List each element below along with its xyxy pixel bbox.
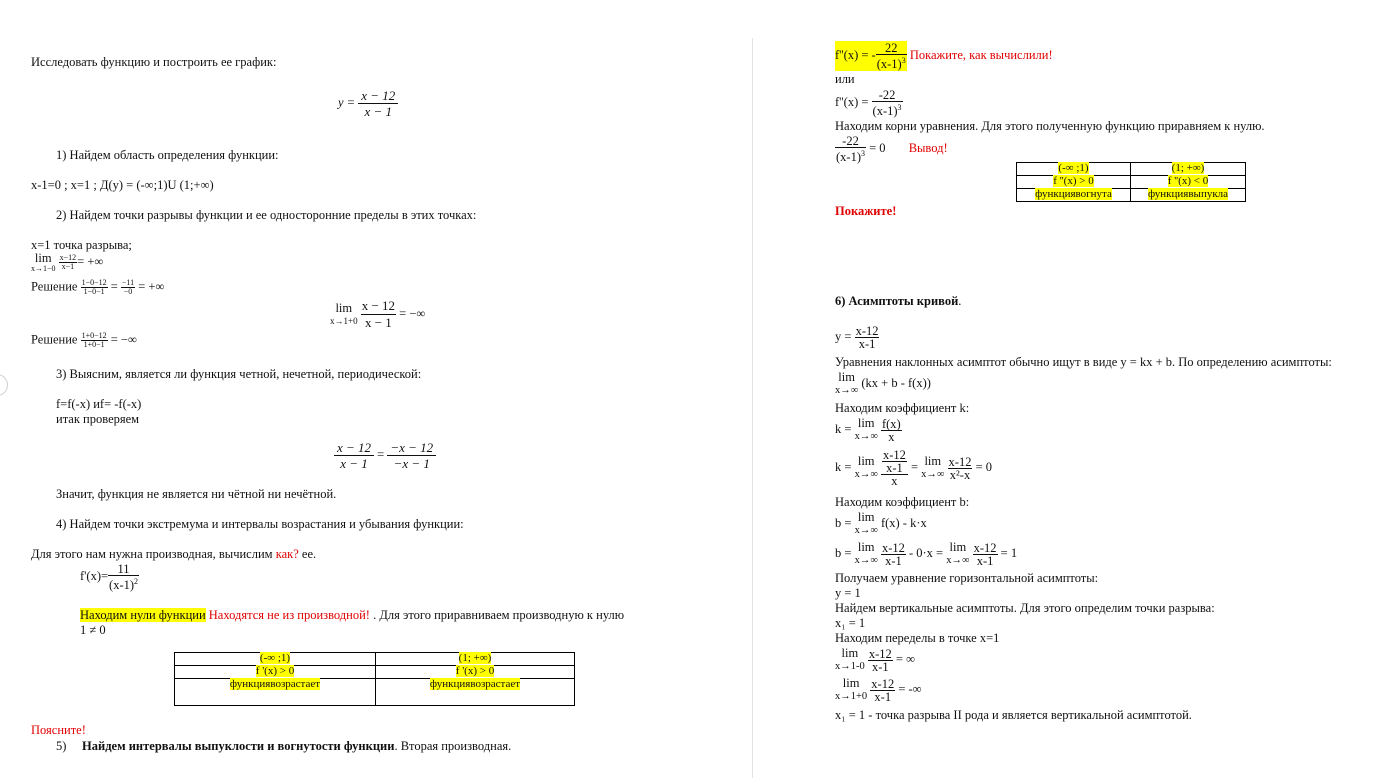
fraction-numerator: x-12 — [881, 540, 905, 555]
solution-result: = +∞ — [138, 279, 165, 294]
fraction-numerator: x-12 — [855, 324, 879, 338]
fraction-denominator: x-1 — [885, 553, 902, 568]
lim-operator — [835, 677, 867, 703]
step-number: 5) — [56, 739, 67, 753]
step-dot: . — [958, 294, 962, 308]
lim-word: lim — [335, 300, 353, 315]
limit-right — [330, 298, 425, 331]
intro-text: Для этого нам нужна производная, вычислим — [31, 547, 276, 561]
function-formula — [338, 88, 398, 119]
b-computation — [835, 541, 1017, 567]
function-fraction — [855, 325, 880, 350]
fraction-numerator: -22 — [872, 89, 903, 102]
fraction-denominator: x-1 — [858, 337, 876, 351]
k-computation — [835, 449, 992, 487]
lim-word: lim — [857, 510, 875, 524]
fraction-numerator: −x − 12 — [387, 440, 436, 456]
lim-word: lim — [838, 370, 855, 384]
cell-text: f ''(x) > 0 — [1053, 175, 1094, 187]
not-equal-line: 1 ≠ 0 — [80, 623, 106, 637]
fraction-denominator: x-1 — [874, 689, 892, 704]
table-cell — [1131, 163, 1246, 176]
solution-label: Решение — [31, 332, 78, 347]
fraction-numerator: 11 — [108, 563, 139, 576]
parity-fraction-1 — [334, 440, 374, 471]
lim-operator — [330, 302, 358, 328]
cell-text: (1; +∞) — [1171, 162, 1205, 174]
parity-condition: f=f(-x) иf= -f(-x) — [56, 397, 142, 411]
fraction-denominator: x − 1 — [340, 456, 368, 471]
step-4-heading: 4) Найдем точки экстремума и интервалы возрастания и убывания функции: — [56, 517, 464, 531]
derivative-intro — [31, 547, 316, 561]
parity-fraction-2 — [387, 440, 436, 471]
derivative-label: f''(x) = - — [835, 47, 876, 62]
derivative-fraction — [876, 42, 907, 70]
highlighted-text: Находим нули функции — [80, 608, 206, 622]
right-page — [688, 0, 1376, 778]
function-fraction — [358, 88, 398, 119]
lim-word: lim — [949, 540, 967, 554]
denominator-base: (x-1) — [872, 104, 898, 119]
fraction-denominator: x — [888, 429, 895, 444]
lim-word: lim — [857, 540, 875, 554]
zeros-text: . Для этого приравниваем производную к нулю — [369, 608, 625, 622]
break-point: x₁ = 1 — [835, 616, 866, 630]
b-formula — [835, 511, 927, 537]
derivative-label: f'(x)= — [80, 568, 109, 583]
table-cell — [376, 666, 575, 679]
fraction-denominator: x-1 — [872, 659, 889, 674]
lim-operator — [855, 541, 878, 567]
break-point-line: x=1 точка разрыва; — [31, 238, 132, 252]
step-title: Найдем интервалы выпуклости и вогнутости функции — [82, 739, 395, 753]
solution-fraction-1 — [81, 279, 108, 296]
horizontal-asymptote-text: Получаем уравнение горизонтальной асимптоты: — [835, 571, 1099, 585]
step-3-heading: 3) Выясним, является ли функция четной, нечетной, периодической: — [56, 367, 422, 381]
table-cell — [376, 653, 575, 666]
fraction-numerator: x-12 — [882, 448, 906, 462]
derivative-label: f''(x) = — [835, 94, 869, 109]
fraction-numerator: 22 — [876, 42, 907, 55]
second-derivative — [835, 41, 1053, 71]
limit-value: = +∞ — [77, 254, 104, 269]
denominator-exponent: 3 — [901, 56, 906, 65]
solution-fraction-2 — [121, 279, 135, 296]
fraction-denominator — [872, 102, 903, 117]
solution-1 — [31, 279, 164, 296]
fraction-denominator: −x − 1 — [393, 456, 430, 471]
table-cell — [1017, 163, 1131, 176]
table-cell — [175, 666, 376, 679]
lim-sub: x→1+0 — [835, 691, 868, 702]
denominator-exponent: 3 — [897, 103, 902, 112]
y-equals: y = — [835, 329, 852, 344]
k-equals: k = — [835, 459, 852, 474]
fraction-numerator: x − 12 — [358, 88, 398, 104]
fraction-denominator: 1+0−1 — [83, 340, 105, 349]
or-line: или — [835, 72, 855, 86]
lim-word: lim — [924, 454, 942, 468]
fraction-numerator: x − 12 — [334, 440, 374, 456]
lim-operator — [946, 541, 969, 567]
lim-operator — [835, 647, 865, 673]
solution-fraction — [81, 332, 108, 349]
intro-text-end: ее. — [298, 547, 317, 561]
derivative-fraction — [872, 89, 903, 117]
fraction-denominator — [876, 55, 907, 70]
fraction-denominator: 1−0−1 — [83, 287, 105, 296]
vertical-limit-right — [835, 677, 922, 703]
lim-operator — [31, 252, 56, 273]
b-fraction-2 — [973, 542, 998, 567]
domain-line: x-1=0 ; x=1 ; Д(y) = (-∞;1)U (1;+∞) — [31, 178, 214, 192]
fraction-denominator: x-1 — [976, 553, 994, 568]
lim-sub: x→∞ — [854, 555, 878, 566]
show-comment: Покажите! — [835, 204, 897, 218]
lim-word: lim — [34, 251, 52, 265]
find-k: Находим коэффициент k: — [835, 401, 970, 415]
k-result: = 0 — [972, 459, 993, 474]
fraction-numerator: −11 — [121, 278, 135, 287]
oblique-asymptote-text: Уравнения наклонных асимптот обычно ищут в виде y = kx + b. По определению асимптоты: — [835, 355, 1332, 369]
step-2-heading: 2) Найдем точки разрывы функции и ее односторонние пределы в этих точках: — [56, 208, 477, 222]
limit-value: = ∞ — [892, 651, 916, 666]
denominator-base: (x-1) — [109, 578, 135, 593]
fraction-denominator: x − 1 — [364, 315, 392, 330]
cell-text: функциявыпукла — [1147, 188, 1229, 200]
fraction-numerator: x-12 — [948, 454, 972, 469]
final-conclusion: x₁ = 1 - точка разрыва II рода и является вертикальной асимптотой. — [835, 708, 1192, 722]
roots-line: Находим корни уравнения. Для этого полученную функцию приравняем к нулю. — [835, 119, 1265, 133]
second-derivative-alt — [835, 89, 903, 117]
cell-text: f ''(x) < 0 — [1167, 175, 1209, 187]
teacher-comment: Покажите, как вычислили! — [906, 47, 1053, 62]
lim-operator — [921, 455, 944, 481]
lim-sub: x→∞ — [835, 385, 859, 396]
parity-check — [334, 440, 436, 471]
compound-fraction — [881, 449, 908, 487]
solution-2 — [31, 332, 137, 349]
lim-operator — [855, 511, 878, 537]
fraction-numerator: x − 12 — [361, 298, 396, 313]
fraction-denominator: x − 1 — [364, 104, 393, 119]
check-line: итак проверяем — [56, 412, 140, 426]
fraction-denominator: x-1 — [886, 461, 903, 475]
limits-at-point: Находим переделы в точке x=1 — [835, 631, 1000, 645]
lim-word: lim — [842, 676, 860, 690]
lim-operator — [855, 417, 878, 443]
fraction-numerator: x-12 — [973, 540, 997, 555]
cell-text: (-∞ ;1) — [1058, 162, 1089, 174]
table-cell — [175, 679, 376, 706]
lim-operator — [835, 371, 858, 397]
teacher-comment: Вывод! — [908, 140, 948, 155]
solution-label: Решение — [31, 279, 78, 294]
function-formula — [835, 325, 879, 350]
lim-word: lim — [857, 454, 875, 468]
limit-fraction — [361, 298, 396, 331]
lim-word: lim — [857, 416, 875, 430]
denominator-exponent: 2 — [134, 577, 139, 586]
denominator-base: (x-1) — [836, 150, 861, 165]
denominator-exponent: 3 — [861, 149, 865, 158]
table-cell — [1131, 176, 1246, 189]
fraction-numerator: 1+0−12 — [81, 331, 107, 340]
fraction-numerator: -22 — [835, 135, 866, 148]
fraction-numerator: x-12 — [868, 646, 892, 661]
fraction-denominator — [108, 576, 139, 591]
step-rest: . Вторая производная. — [394, 739, 512, 753]
cell-text: функциявогнута — [1035, 188, 1112, 200]
table-cell — [1017, 189, 1131, 202]
limit-fraction — [59, 254, 78, 271]
limit-left — [31, 252, 103, 273]
horizontal-asymptote: y = 1 — [835, 586, 861, 600]
fraction-denominator: x−1 — [61, 262, 75, 271]
solution-result: = −∞ — [110, 332, 137, 347]
y-equals: y = — [338, 95, 356, 110]
lim-word: lim — [841, 646, 859, 660]
lim-sub: x→∞ — [854, 431, 878, 442]
asymptote-definition — [835, 371, 931, 397]
task-heading: Исследовать функцию и построить ее график: — [31, 55, 277, 69]
fraction-denominator: x — [891, 474, 898, 488]
k-formula — [835, 417, 902, 443]
zeros-line — [80, 608, 624, 622]
fraction-numerator: x-12 — [871, 676, 895, 691]
teacher-comment: как? — [275, 547, 299, 561]
lim-sub: x→1+0 — [330, 315, 358, 326]
limit-fraction — [870, 678, 895, 703]
lim-sub: x→∞ — [854, 525, 878, 536]
table-cell — [1017, 176, 1131, 189]
b-expression: f(x) - k·x — [877, 515, 927, 530]
lim-sub: x→1−0 — [31, 264, 56, 273]
derivative-fraction — [108, 563, 139, 591]
fraction-denominator: −0 — [123, 287, 133, 296]
b-fraction — [881, 542, 906, 567]
lim-sub: x→1-0 — [835, 661, 865, 672]
limit-value: = −∞ — [399, 306, 426, 321]
equation-line — [835, 135, 948, 163]
vertical-limit-left — [835, 647, 915, 673]
b-equals: b = — [835, 515, 852, 530]
fraction-numerator: f(x) — [881, 416, 901, 431]
inner-fraction — [882, 449, 907, 474]
step-5-heading — [56, 739, 511, 753]
denominator-base: (x-1) — [876, 57, 902, 72]
b-equals: b = — [835, 545, 852, 560]
fraction-denominator: x²-x — [949, 467, 971, 482]
lim-sub: x→∞ — [921, 469, 945, 480]
vertical-asymptote-text: Найдем вертикальные асимптоты. Для этого определим точки разрыва: — [835, 601, 1215, 615]
table-cell — [175, 653, 376, 666]
cell-text: (-∞ ;1) — [259, 652, 291, 664]
cell-text: f '(x) > 0 — [255, 665, 295, 677]
equation-fraction — [835, 135, 866, 163]
step-6-heading — [835, 294, 961, 308]
cell-text: (1; +∞) — [458, 652, 492, 664]
parity-conclusion: Значит, функция не является ни чётной ни нечётной. — [56, 487, 337, 501]
explain-comment: Поясните! — [31, 723, 86, 737]
teacher-comment: Находятся не из производной! — [208, 608, 370, 622]
limit-expression: (kx + b - f(x)) — [858, 375, 931, 390]
equation-rest: = 0 — [866, 140, 886, 155]
k-fraction — [881, 418, 902, 443]
equals-sign: = — [110, 279, 118, 294]
k-equals: k = — [835, 421, 852, 436]
equals-sign: = — [377, 447, 385, 462]
cell-text: функциявозрастает — [229, 678, 321, 690]
lim-sub: x→∞ — [946, 555, 970, 566]
limit-fraction — [868, 648, 893, 673]
table-cell — [376, 679, 575, 706]
k-fraction-2 — [948, 456, 973, 481]
equals-sign: = — [907, 459, 922, 474]
first-derivative — [80, 563, 139, 591]
step-1-heading: 1) Найдем область определения функции: — [56, 148, 279, 162]
find-b: Находим коэффициент b: — [835, 495, 970, 509]
fraction-numerator: x−12 — [59, 253, 77, 262]
cell-text: f '(x) > 0 — [455, 665, 495, 677]
fraction-numerator: 1−0−12 — [81, 278, 107, 287]
fraction-denominator — [835, 148, 866, 163]
step-title: 6) Асимптоты кривой — [835, 294, 959, 308]
cell-text: функциявозрастает — [429, 678, 521, 690]
lim-operator — [855, 455, 878, 481]
b-result: = 1 — [997, 545, 1018, 560]
fraction-numerator — [881, 449, 908, 475]
highlighted-formula — [835, 41, 907, 71]
lim-sub: x→∞ — [854, 469, 878, 480]
table-cell — [1131, 189, 1246, 202]
limit-value: = -∞ — [895, 681, 922, 696]
convexity-table — [1016, 162, 1246, 202]
monotonicity-table — [174, 652, 575, 706]
b-middle: - 0·x = — [905, 545, 947, 560]
